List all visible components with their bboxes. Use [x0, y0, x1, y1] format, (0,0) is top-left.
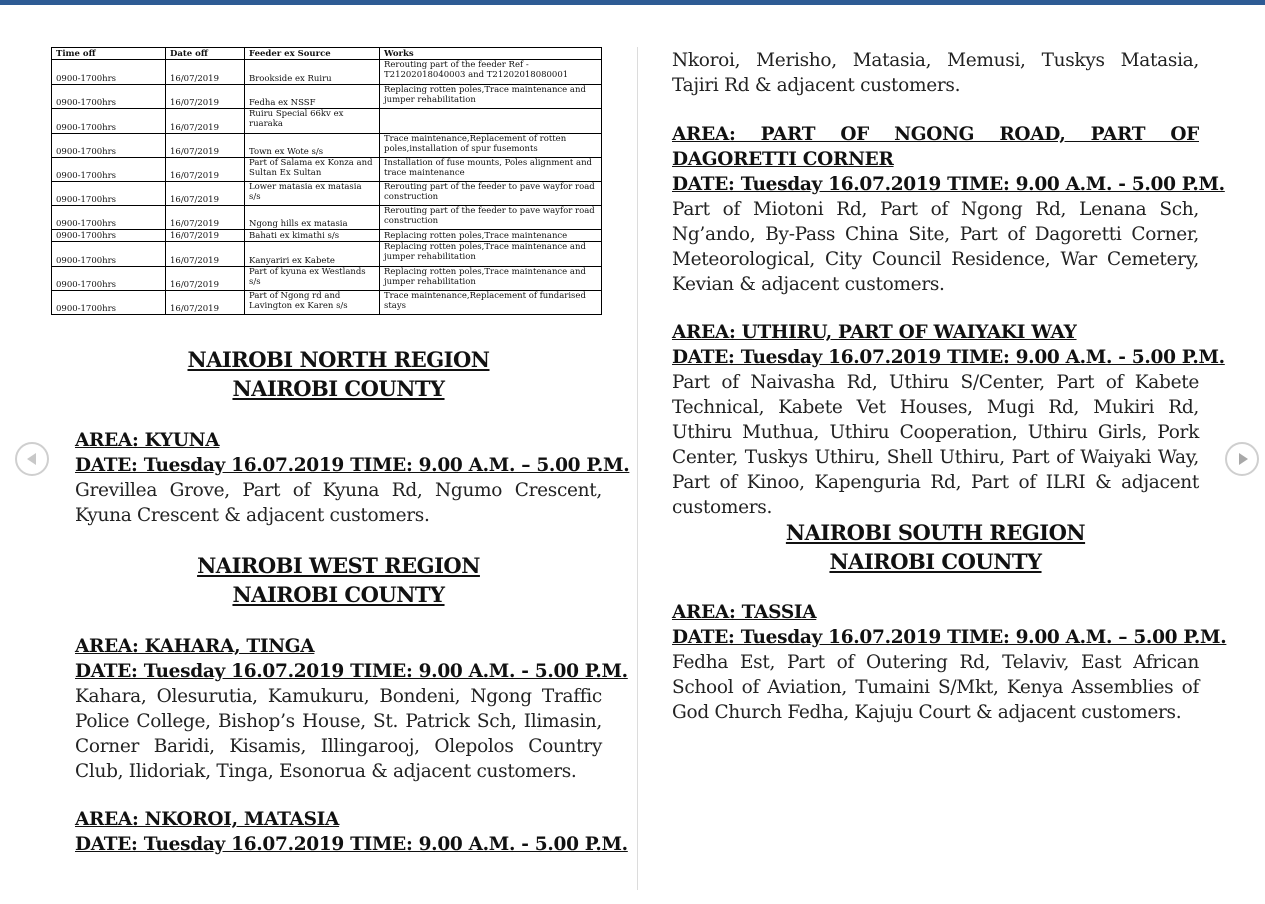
kahara-area-heading: AREA: KAHARA, TINGA: [75, 636, 315, 657]
cell-feeder: Part of kyuna ex Westlands s/s: [245, 266, 380, 290]
cell-feeder: Brookside ex Ruiru: [245, 60, 380, 85]
cell-works: Replacing rotten poles,Trace maintenance: [380, 230, 602, 242]
header-feeder: Feeder ex Source: [245, 48, 380, 60]
cell-date: 16/07/2019: [166, 157, 245, 181]
cell-date: 16/07/2019: [166, 85, 245, 109]
cell-feeder: Ngong hills ex matasia: [245, 206, 380, 230]
cell-feeder: Lower matasia ex matasia s/s: [245, 181, 380, 205]
cell-works: Rerouting part of the feeder to pave wayfor road construction: [380, 181, 602, 205]
tassia-areas-text: Fedha Est, Part of Outering Rd, Telaviv, East African School of Aviation, Tumaini S/Mkt, Kenya Assemblies of God Church Fedha, Kajuju Court & adjacent customers.: [672, 652, 1199, 723]
uthiru-area-heading: AREA: UTHIRU, PART OF WAIYAKI WAY: [672, 322, 1077, 343]
kyuna-areas-text: Grevillea Grove, Part of Kyuna Rd, Ngumo Crescent, Kyuna Crescent & adjacent customers.: [75, 480, 602, 526]
table-row: [52, 181, 602, 205]
cell-date: 16/07/2019: [166, 290, 245, 314]
kahara-date-heading: DATE: Tuesday 16.07.2019 TIME: 9.00 A.M. - 5.00 P.M.: [75, 661, 628, 682]
table-row: [52, 60, 602, 85]
cell-feeder: Kanyariri ex Kabete: [245, 242, 380, 266]
cell-works: Replacing rotten poles,Trace maintenance and jumper rehabilitation: [380, 242, 602, 266]
cell-works: Replacing rotten poles,Trace maintenance and jumper rehabilitation: [380, 266, 602, 290]
cell-feeder: Bahati ex kimathi s/s: [245, 230, 380, 242]
cell-date: 16/07/2019: [166, 181, 245, 205]
cell-date: 16/07/2019: [166, 60, 245, 85]
ngong-areas-text: Part of Miotoni Rd, Part of Ngong Rd, Lenana Sch, Ng’ando, By-Pass China Site, Part of Dagoretti Corner, Meteorological, City Council Residence, War Cemetery, Kevian & adjacent customers.: [672, 199, 1199, 295]
table-row: [52, 242, 602, 266]
table-row: [52, 290, 602, 314]
cell-feeder: Part of Ngong rd and Lavington ex Karen s/s: [245, 290, 380, 314]
cell-works: Trace maintenance,Replacement of rotten poles,installation of spur fusemonts: [380, 133, 602, 157]
cell-date: 16/07/2019: [166, 206, 245, 230]
cell-time: 0900-1700hrs: [52, 242, 166, 266]
cell-date: 16/07/2019: [166, 230, 245, 242]
kahara-areas-text: Kahara, Olesurutia, Kamukuru, Bondeni, Ngong Traffic Police College, Bishop’s House, St. Patrick Sch, Ilimasin, Corner Baridi, Kisamis, Illingarooj, Olepolos Country Club, Ilidoriak, Tinga, Esonorua & adjacent customers.: [75, 686, 602, 782]
tassia-section: [672, 600, 1227, 725]
previous-page-button[interactable]: [15, 442, 49, 476]
kyuna-date-heading: DATE: Tuesday 16.07.2019 TIME: 9.00 A.M. – 5.00 P.M.: [75, 455, 630, 476]
cell-time: 0900-1700hrs: [52, 157, 166, 181]
header-works: Works: [380, 48, 602, 60]
chevron-right-icon: [1227, 444, 1257, 474]
cell-works: Rerouting part of the feeder to pave wayfor road construction: [380, 206, 602, 230]
cell-feeder: Town ex Wote s/s: [245, 133, 380, 157]
nkoroi-continued-section: [672, 48, 1199, 98]
table-row: [52, 266, 602, 290]
top-accent-bar: [0, 0, 1265, 5]
cell-date: 16/07/2019: [166, 133, 245, 157]
west-county-title: NAIROBI COUNTY: [232, 582, 445, 607]
cell-date: 16/07/2019: [166, 242, 245, 266]
nkoroi-area-heading: AREA: NKOROI, MATASIA: [75, 809, 340, 830]
cell-feeder: Fedha ex NSSF: [245, 85, 380, 109]
cell-feeder: Part of Salama ex Konza and Sultan Ex Sultan: [245, 157, 380, 181]
cell-works: Replacing rotten poles,Trace maintenance and jumper rehabilitation: [380, 85, 602, 109]
table-row: [52, 230, 602, 242]
cell-feeder: Ruiru Special 66kv ex ruaraka: [245, 109, 380, 133]
outage-schedule-table: [51, 47, 602, 315]
column-divider: [637, 47, 638, 890]
cell-time: 0900-1700hrs: [52, 85, 166, 109]
south-county-title: NAIROBI COUNTY: [829, 549, 1042, 574]
north-region-title: NAIROBI NORTH REGION: [187, 347, 490, 372]
nkoroi-areas-text: Nkoroi, Merisho, Matasia, Memusi, Tuskys Matasia, Tajiri Rd & adjacent customers.: [672, 50, 1199, 96]
west-region-heading: [75, 551, 602, 609]
cell-works: Rerouting part of the feeder Ref - T21202018040003 and T21202018080001: [380, 60, 602, 85]
ngong-section: [672, 122, 1225, 297]
south-region-title: NAIROBI SOUTH REGION: [785, 520, 1086, 545]
uthiru-areas-text: Part of Naivasha Rd, Uthiru S/Center, Part of Kabete Technical, Kabete Vet Houses, Mugi Rd, Mukiri Rd, Uthiru Muthua, Uthiru Cooperation, Uthiru Girls, Pork Center, Tuskys Uthiru, Shell Uthiru, Part of Waiyaki Way, Part of Kinoo, Kapenguria Rd, Part of ILRI & adjacent customers.: [672, 372, 1199, 518]
ngong-area-heading: AREA: PART OF NGONG ROAD, PART OF DAGORETTI CORNER: [672, 124, 1199, 170]
tassia-date-heading: DATE: Tuesday 16.07.2019 TIME: 9.00 A.M. – 5.00 P.M.: [672, 627, 1227, 648]
uthiru-date-heading: DATE: Tuesday 16.07.2019 TIME: 9.00 A.M. - 5.00 P.M.: [672, 347, 1225, 368]
cell-time: 0900-1700hrs: [52, 266, 166, 290]
north-county-title: NAIROBI COUNTY: [232, 376, 445, 401]
cell-time: 0900-1700hrs: [52, 109, 166, 133]
table-row: [52, 157, 602, 181]
cell-time: 0900-1700hrs: [52, 133, 166, 157]
table-row: [52, 85, 602, 109]
cell-time: 0900-1700hrs: [52, 181, 166, 205]
cell-works: [380, 109, 602, 133]
south-region-heading: [672, 518, 1199, 576]
cell-time: 0900-1700hrs: [52, 290, 166, 314]
cell-works: Trace maintenance,Replacement of fundarised stays: [380, 290, 602, 314]
nkoroi-section: [75, 807, 628, 857]
uthiru-section: [672, 320, 1225, 520]
kahara-section: [75, 634, 628, 784]
table-header-row: [52, 48, 602, 60]
cell-time: 0900-1700hrs: [52, 206, 166, 230]
cell-time: 0900-1700hrs: [52, 230, 166, 242]
header-time-off: Time off: [52, 48, 166, 60]
tassia-area-heading: AREA: TASSIA: [672, 602, 817, 623]
kyuna-section: [75, 428, 630, 528]
cell-date: 16/07/2019: [166, 266, 245, 290]
table-row: [52, 133, 602, 157]
chevron-left-icon: [17, 444, 47, 474]
cell-date: 16/07/2019: [166, 109, 245, 133]
north-region-heading: [75, 345, 602, 403]
next-page-button[interactable]: [1225, 442, 1259, 476]
cell-time: 0900-1700hrs: [52, 60, 166, 85]
table-row: [52, 109, 602, 133]
header-date-off: Date off: [166, 48, 245, 60]
table-row: [52, 206, 602, 230]
nkoroi-date-heading: DATE: Tuesday 16.07.2019 TIME: 9.00 A.M. - 5.00 P.M.: [75, 834, 628, 855]
ngong-date-heading: DATE: Tuesday 16.07.2019 TIME: 9.00 A.M. - 5.00 P.M.: [672, 174, 1225, 195]
kyuna-area-heading: AREA: KYUNA: [75, 430, 220, 451]
cell-works: Installation of fuse mounts, Poles alignment and trace maintenance: [380, 157, 602, 181]
west-region-title: NAIROBI WEST REGION: [197, 553, 480, 578]
